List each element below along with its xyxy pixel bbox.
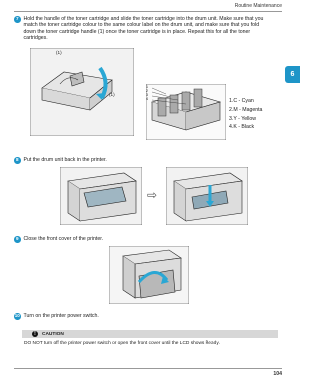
step-text: Hold the handle of the toner cartridge and slide the toner cartridge into the drum unit. Make sure that you match the toner cartridge colour to the same colour label on the drum unit, and make sure that you fold down the toner cartridge handle (1) once the toner cartridge is in place. Repeat this for all the toner cartridges.	[23, 16, 264, 42]
step-number: 10	[14, 313, 20, 319]
page-number: 104	[273, 371, 282, 377]
callout-label-1b: (1)	[109, 92, 115, 97]
step-8	[14, 157, 270, 164]
legend-item: 3.Y - Yellow	[229, 115, 257, 122]
drum-reinsert-illustration-left	[60, 167, 142, 225]
step-text: Close the front cover of the printer.	[23, 236, 104, 242]
lcd-code: Ready	[205, 341, 219, 346]
caution-title: CAUTION	[42, 331, 64, 337]
callout-label-1a: (1)	[56, 50, 62, 55]
step-9	[14, 236, 270, 243]
step-number: 8	[15, 157, 19, 163]
chapter-tab: 6	[285, 66, 300, 83]
footer-rule	[14, 368, 282, 369]
drum-number-label-4: 4	[146, 97, 148, 101]
header-rule	[14, 11, 282, 12]
step-text: Put the drum unit back in the printer.	[23, 157, 107, 163]
drum-number-label-3: 3	[146, 93, 148, 97]
legend-item: 1.C - Cyan	[229, 98, 254, 104]
toner-insertion-illustration	[30, 48, 134, 136]
arrow-right-icon: ⇨	[147, 188, 158, 202]
drum-number-label-2: 2	[146, 89, 148, 93]
caution-bar	[22, 330, 278, 338]
legend-item: 4.K - Black	[229, 124, 255, 131]
page-header-title: Routine Maintenance	[234, 3, 282, 9]
warning-icon: !	[32, 331, 38, 337]
caution-text	[24, 341, 278, 347]
step-7	[14, 16, 270, 42]
step-text: Turn on the printer power switch.	[23, 313, 99, 319]
legend-item: 2.M - Magenta	[229, 106, 263, 113]
step-number: 9	[15, 236, 19, 242]
step-number: 7	[15, 16, 19, 22]
drum-reinsert-illustration-right	[166, 167, 248, 225]
color-legend	[229, 97, 262, 132]
step-10	[14, 313, 270, 320]
drum-unit-illustration	[146, 84, 226, 140]
caution-text-before: DO NOT turn off the printer power switch or open the front cover until the LCD shows	[24, 341, 206, 346]
close-front-cover-illustration	[109, 246, 189, 304]
caution-text-after: .	[218, 341, 221, 346]
drum-number-label-1: 1	[146, 85, 148, 89]
